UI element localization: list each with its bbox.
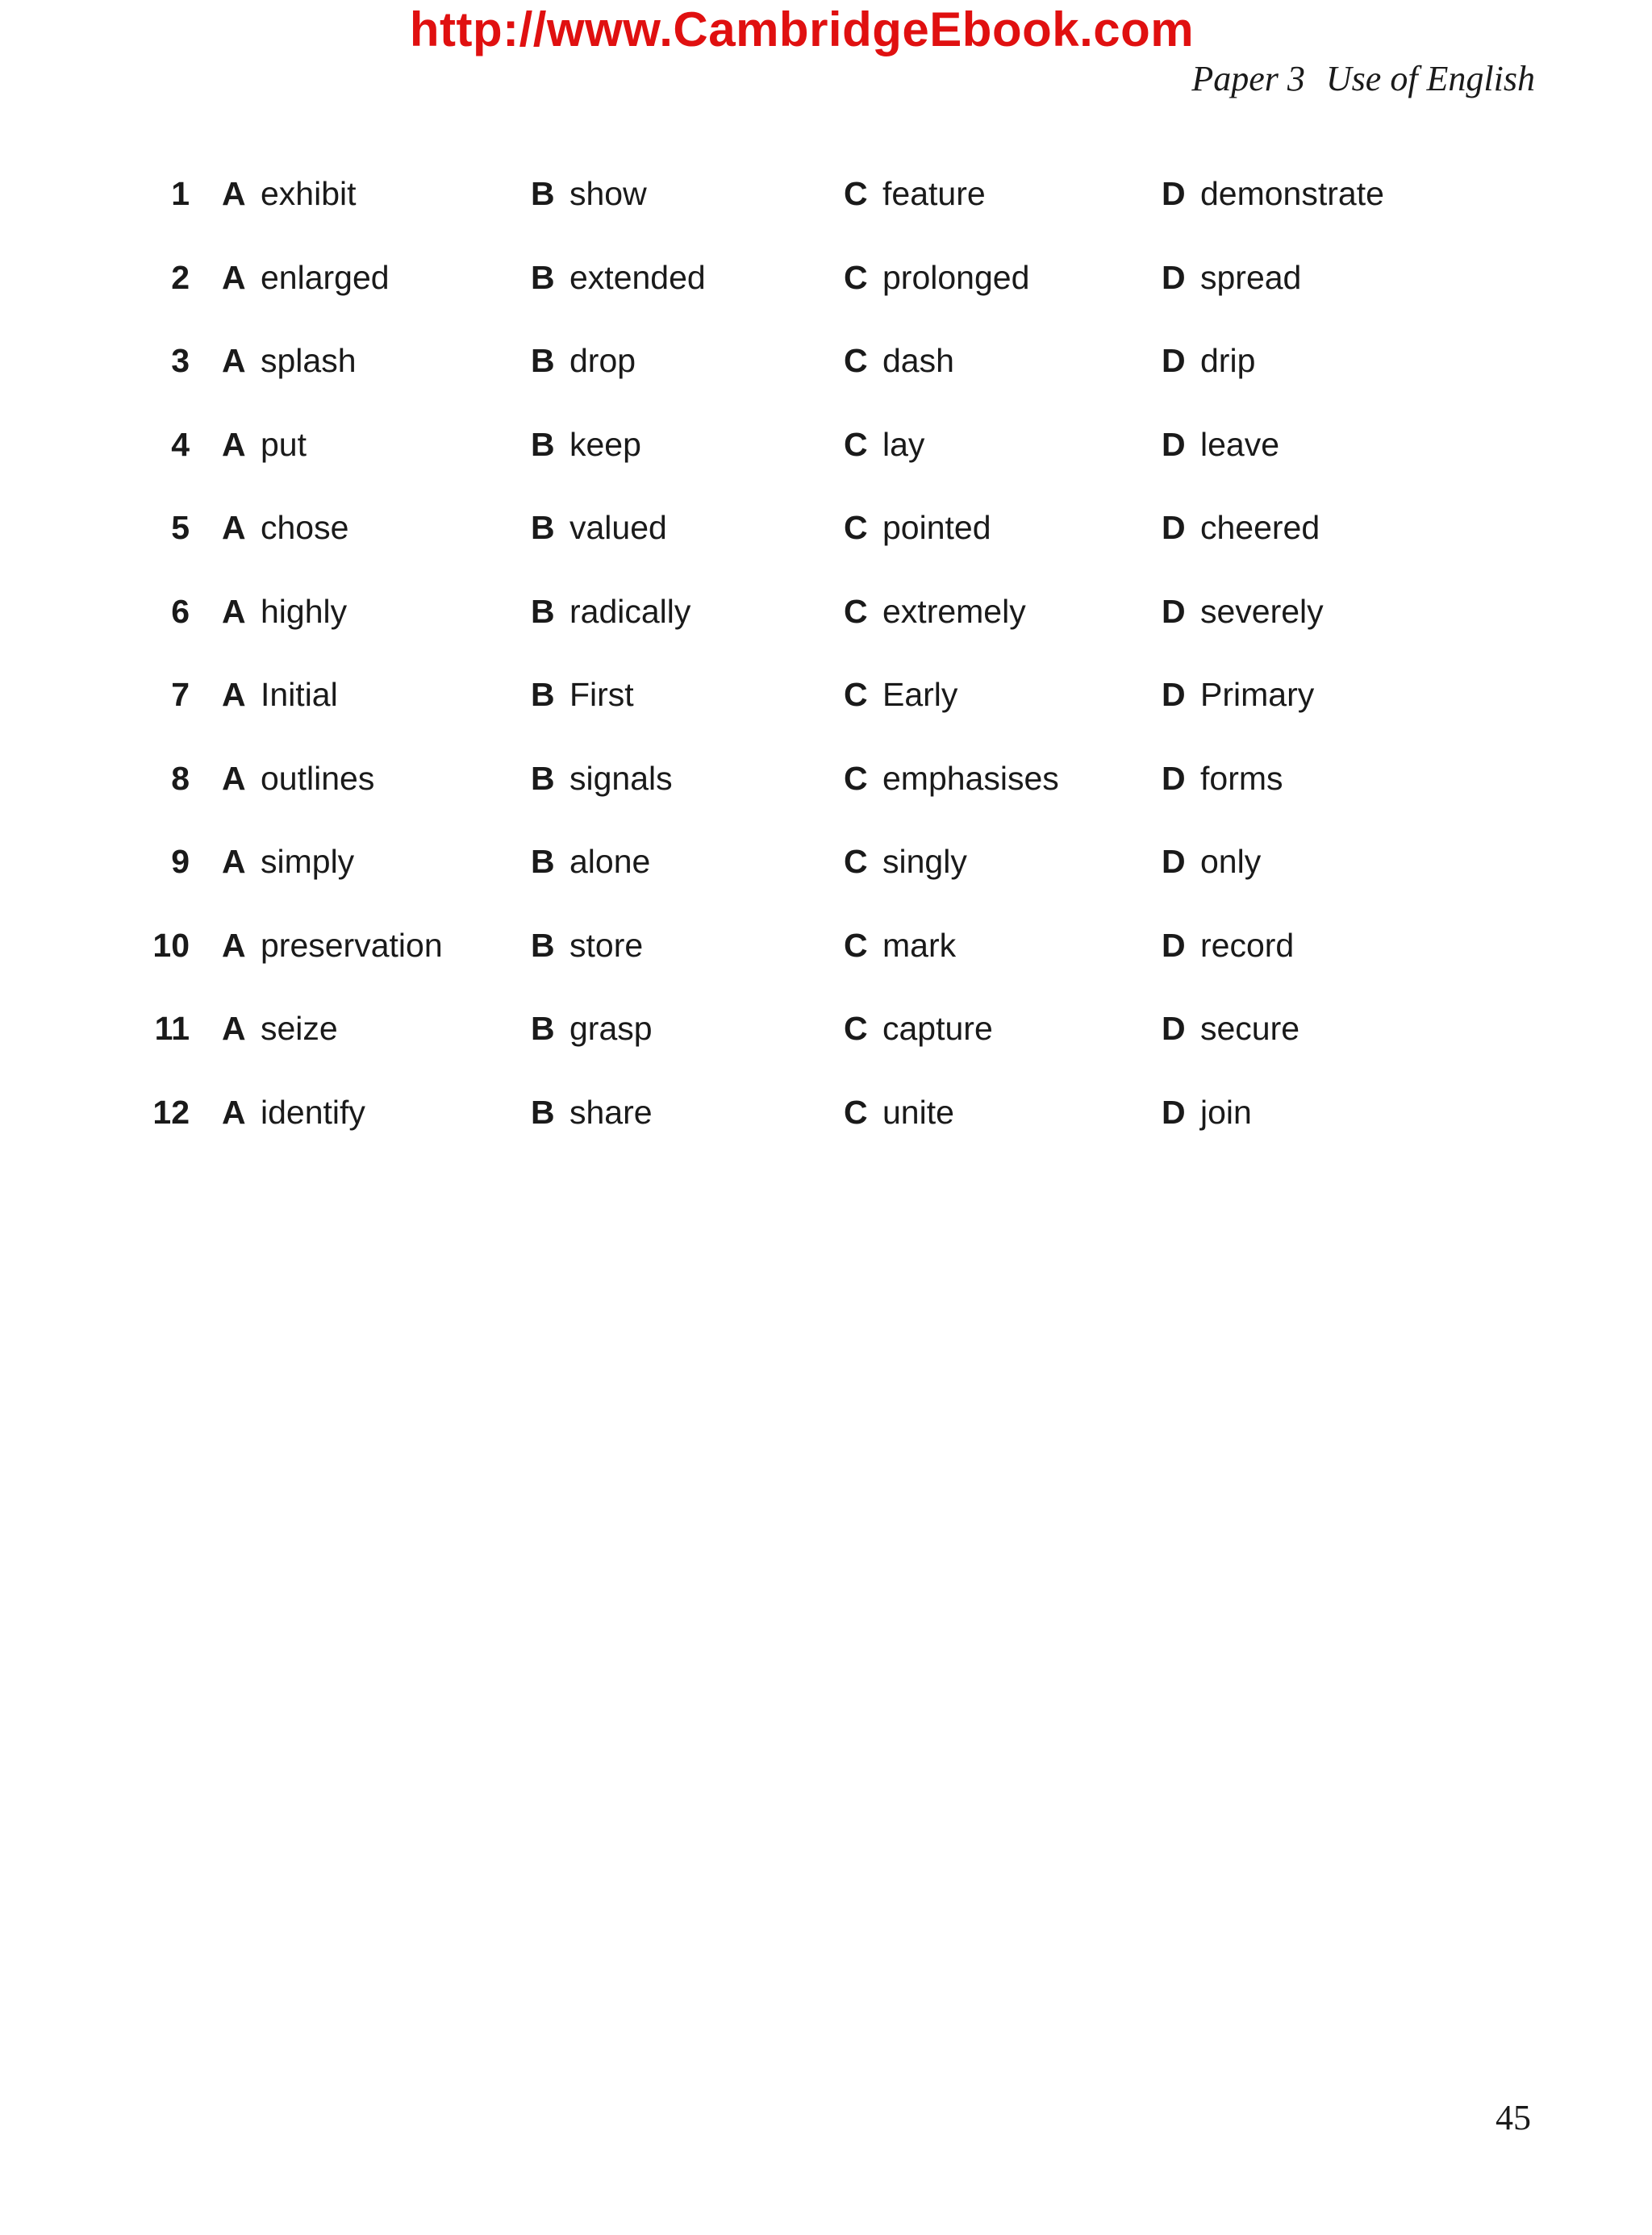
option-text: record	[1200, 926, 1295, 964]
option-letter: B	[531, 592, 555, 630]
option-letter: C	[844, 1093, 868, 1131]
option-c	[844, 336, 954, 385]
option-a	[222, 587, 347, 636]
question-number: 12	[152, 1093, 190, 1131]
option-c	[844, 754, 1059, 803]
option-letter: D	[1162, 843, 1186, 880]
option-a	[222, 253, 390, 302]
option-letter: A	[222, 342, 246, 379]
option-text: join	[1200, 1093, 1252, 1131]
option-b	[531, 837, 650, 886]
option-b	[531, 670, 634, 719]
option-text: severely	[1200, 592, 1324, 630]
question-row	[0, 503, 1652, 587]
question-row	[0, 1088, 1652, 1172]
option-c	[844, 921, 956, 969]
option-text: keep	[569, 425, 641, 463]
option-text: unite	[882, 1093, 954, 1131]
question-row	[0, 336, 1652, 420]
option-letter: D	[1162, 342, 1186, 379]
option-d	[1162, 420, 1279, 469]
option-c	[844, 587, 1026, 636]
question-number: 11	[154, 1010, 190, 1047]
option-letter: D	[1162, 926, 1186, 964]
option-letter: C	[844, 1010, 868, 1047]
running-header	[1191, 58, 1535, 99]
option-letter: B	[531, 175, 555, 212]
option-text: exhibit	[261, 175, 357, 212]
option-text: put	[261, 425, 307, 463]
option-letter: A	[222, 1010, 246, 1047]
option-letter: D	[1162, 676, 1186, 713]
option-d	[1162, 754, 1283, 803]
option-text: capture	[882, 1010, 993, 1047]
option-letter: B	[531, 1093, 555, 1131]
section-label: Use of English	[1325, 59, 1535, 98]
option-text: prolonged	[882, 258, 1030, 296]
option-text: First	[569, 676, 634, 713]
question-number: 2	[171, 258, 190, 296]
option-c	[844, 670, 957, 719]
option-letter: A	[222, 926, 246, 964]
option-text: show	[569, 175, 647, 212]
option-text: enlarged	[261, 258, 390, 296]
question-number: 5	[171, 509, 190, 546]
question-row	[0, 670, 1652, 754]
option-text: seize	[261, 1010, 338, 1047]
option-text: emphasises	[882, 759, 1059, 797]
option-text: preservation	[261, 926, 443, 964]
option-letter: A	[222, 759, 246, 797]
option-text: simply	[261, 843, 355, 880]
option-b	[531, 253, 706, 302]
answer-options-list	[0, 169, 1652, 1171]
question-number: 4	[171, 425, 190, 463]
option-letter: B	[531, 759, 555, 797]
question-number: 8	[171, 759, 190, 797]
option-letter: C	[844, 258, 868, 296]
question-number: 9	[171, 843, 190, 880]
question-row	[0, 169, 1652, 253]
option-letter: A	[222, 258, 246, 296]
option-letter: C	[844, 425, 868, 463]
option-letter: A	[222, 425, 246, 463]
option-d	[1162, 1004, 1299, 1053]
option-b	[531, 587, 690, 636]
option-text: Early	[882, 676, 958, 713]
option-letter: C	[844, 759, 868, 797]
option-text: splash	[261, 342, 357, 379]
option-letter: B	[531, 425, 555, 463]
option-b	[531, 1088, 653, 1136]
option-text: mark	[882, 926, 957, 964]
option-a	[222, 670, 338, 719]
option-b	[531, 503, 667, 552]
option-text: chose	[261, 509, 349, 546]
option-letter: D	[1162, 509, 1186, 546]
option-letter: A	[222, 509, 246, 546]
question-row	[0, 587, 1652, 671]
option-text: feature	[882, 175, 986, 212]
option-a	[222, 1004, 338, 1053]
option-letter: D	[1162, 175, 1186, 212]
option-a	[222, 921, 443, 969]
option-text: secure	[1200, 1010, 1300, 1047]
option-a	[222, 754, 374, 803]
option-text: share	[569, 1093, 653, 1131]
option-c	[844, 420, 924, 469]
option-d	[1162, 670, 1314, 719]
option-b	[531, 754, 673, 803]
option-text: dash	[882, 342, 954, 379]
option-letter: A	[222, 843, 246, 880]
option-c	[844, 503, 991, 552]
option-text: highly	[261, 592, 348, 630]
option-text: Primary	[1200, 676, 1315, 713]
option-text: cheered	[1200, 509, 1320, 546]
watermark-url: http://www.CambridgeEbook.com	[409, 2, 1195, 56]
option-c	[844, 1088, 954, 1136]
option-text: store	[569, 926, 644, 964]
option-b	[531, 169, 647, 218]
option-letter: B	[531, 926, 555, 964]
option-a	[222, 420, 307, 469]
option-letter: D	[1162, 1093, 1186, 1131]
option-d	[1162, 253, 1301, 302]
question-number: 1	[171, 175, 190, 212]
option-text: Initial	[261, 676, 338, 713]
option-text: alone	[569, 843, 651, 880]
question-row	[0, 837, 1652, 921]
option-d	[1162, 1088, 1252, 1136]
question-row	[0, 754, 1652, 838]
option-d	[1162, 921, 1294, 969]
option-letter: B	[531, 1010, 555, 1047]
option-d	[1162, 587, 1324, 636]
option-letter: D	[1162, 592, 1186, 630]
option-c	[844, 253, 1029, 302]
question-number: 7	[171, 676, 190, 713]
option-a	[222, 1088, 365, 1136]
option-letter: A	[222, 676, 246, 713]
option-d	[1162, 837, 1261, 886]
option-a	[222, 169, 357, 218]
question-row	[0, 1004, 1652, 1088]
option-text: drip	[1200, 342, 1256, 379]
option-letter: A	[222, 1093, 246, 1131]
option-letter: B	[531, 342, 555, 379]
option-text: singly	[882, 843, 967, 880]
option-c	[844, 169, 986, 218]
option-c	[844, 1004, 993, 1053]
option-text: extremely	[882, 592, 1026, 630]
option-letter: C	[844, 509, 868, 546]
option-a	[222, 503, 348, 552]
option-letter: C	[844, 843, 868, 880]
option-b	[531, 420, 641, 469]
option-letter: C	[844, 175, 868, 212]
option-letter: C	[844, 926, 868, 964]
option-letter: A	[222, 175, 246, 212]
question-row	[0, 921, 1652, 1005]
option-letter: C	[844, 676, 868, 713]
option-text: forms	[1200, 759, 1283, 797]
option-text: grasp	[569, 1010, 653, 1047]
option-text: identify	[261, 1093, 365, 1131]
option-d	[1162, 336, 1255, 385]
option-text: pointed	[882, 509, 991, 546]
option-letter: B	[531, 258, 555, 296]
option-d	[1162, 503, 1320, 552]
option-text: spread	[1200, 258, 1302, 296]
option-d	[1162, 169, 1384, 218]
page-number: 45	[1496, 2098, 1531, 2137]
paper-label: Paper 3	[1191, 59, 1305, 98]
option-text: leave	[1200, 425, 1280, 463]
option-letter: B	[531, 676, 555, 713]
option-text: demonstrate	[1200, 175, 1384, 212]
option-text: lay	[882, 425, 925, 463]
option-a	[222, 336, 357, 385]
option-b	[531, 336, 636, 385]
question-number: 3	[171, 342, 190, 379]
option-letter: B	[531, 509, 555, 546]
option-letter: D	[1162, 425, 1186, 463]
option-text: valued	[569, 509, 667, 546]
option-letter: A	[222, 592, 246, 630]
option-letter: C	[844, 342, 868, 379]
option-text: extended	[569, 258, 706, 296]
option-a	[222, 837, 354, 886]
question-number: 10	[152, 926, 190, 964]
option-text: radically	[569, 592, 691, 630]
option-letter: D	[1162, 258, 1186, 296]
option-letter: C	[844, 592, 868, 630]
question-row	[0, 420, 1652, 504]
option-b	[531, 921, 643, 969]
question-number: 6	[171, 592, 190, 630]
question-row	[0, 253, 1652, 337]
option-letter: D	[1162, 759, 1186, 797]
option-letter: D	[1162, 1010, 1186, 1047]
option-text: only	[1200, 843, 1262, 880]
option-b	[531, 1004, 653, 1053]
option-text: drop	[569, 342, 636, 379]
option-letter: B	[531, 843, 555, 880]
option-c	[844, 837, 967, 886]
option-text: signals	[569, 759, 673, 797]
option-text: outlines	[261, 759, 375, 797]
